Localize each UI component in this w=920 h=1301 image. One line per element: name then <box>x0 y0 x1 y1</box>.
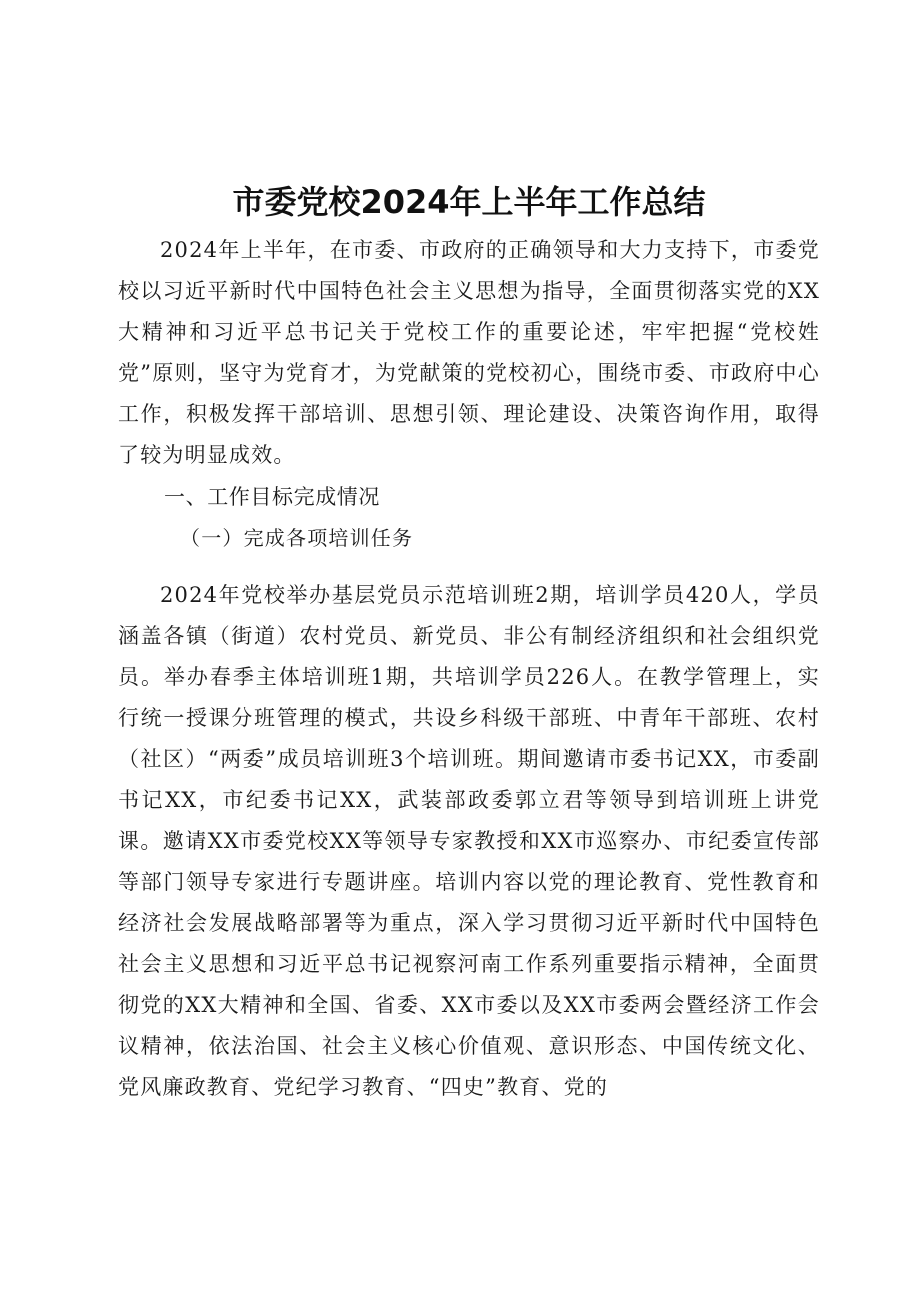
document-title: 市委党校2024年上半年工作总结 <box>232 183 706 221</box>
intro-paragraph: 2024年上半年，在市委、市政府的正确领导和大力支持下，市委党校以习近平新时代中国特色社会主义思想为指导，全面贯彻落实党的XX大精神和习近平总书记关于党校工作的重要论述，牢牢把握“党校姓党”原则，坚守为党育才，为党献策的党校初心，围绕市委、市政府中心工作，积极发挥干部培训、思想引领、理论建设、决策咨询作用，取得了较为明显成效。 <box>118 238 820 467</box>
training-paragraph: 2024年党校举办基层党员示范培训班2期，培训学员420人，学员涵盖各镇（街道）农村党员、新党员、非公有制经济组织和社会组织党员。举办春季主体培训班1期，共培训学员226人。在教学管理上，实行统一授课分班管理的模式，共设乡科级干部班、中青年干部班、农村（社区）“两委”成员培训班3个培训班。期间邀请市委书记XX，市委副书记XX，市纪委书记XX，武装部政委郭立君等领导到培训班上讲党课。邀请XX市委党校XX等领导专家教授和XX市巡察办、市纪委宣传部等部门领导专家进行专题讲座。培训内容以党的理论教育、党性教育和经济社会发展战略部署等为重点，深入学习贯彻习近平新时代中国特色社会主义思想和习近平总书记视察河南工作系列重要指示精神，全面贯彻党的XX大精神和全国、省委、XX市委以及XX市委两会暨经济工作会议精神，依法治国、社会主义核心价值观、意识形态、中国传统文化、党风廉政教育、党纪学习教育、“四史”教育、党的 <box>118 583 820 1099</box>
subsection-heading: （一）完成各项培训任务 <box>180 526 414 550</box>
section-heading: 一、工作目标完成情况 <box>164 485 380 509</box>
